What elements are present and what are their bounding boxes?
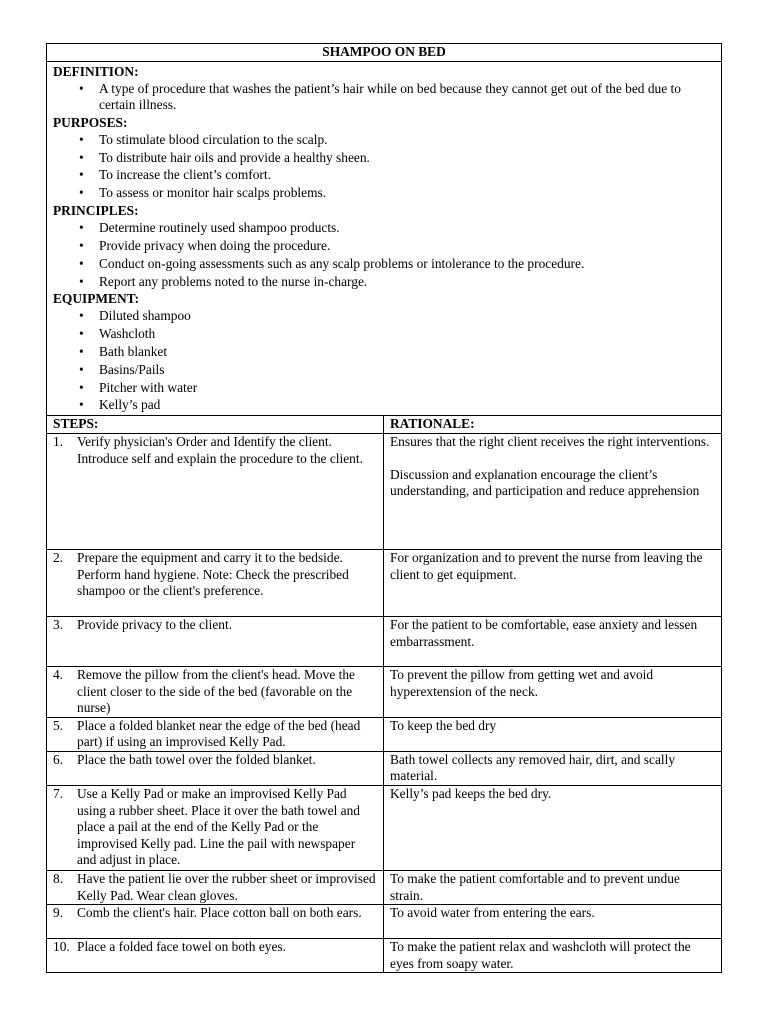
rationale-text: To keep the bed dry [390, 717, 497, 733]
step-cell [47, 786, 384, 871]
section-heading: PRINCIPLES: [53, 203, 139, 219]
step-cell [47, 939, 384, 973]
table-row [47, 717, 722, 751]
step-item [53, 786, 377, 869]
step-text: Use a Kelly Pad or make an improvised Kelly Pad using a rubber sheet. Place it over the bath towel and place a pail at the end of the Kelly Pad or the improvised Kelly pad. Line the pail with newspaper and adjust in place. [77, 786, 360, 868]
step-item [53, 434, 377, 467]
steps-header-row [47, 416, 722, 434]
table-row [47, 905, 722, 939]
step-text: Remove the pillow from the client's head. Move the client closer to the side of the bed (favorable on the nurse) [77, 666, 355, 716]
table-row [47, 786, 722, 871]
section-heading: EQUIPMENT: [53, 291, 140, 307]
table-row [47, 751, 722, 785]
step-text: Have the patient lie over the rubber sheet or improvised Kelly Pad. Wear clean gloves. [77, 871, 376, 903]
step-item [53, 752, 377, 769]
table-row [47, 616, 722, 666]
section-list [53, 220, 715, 290]
step-number: 6. [53, 751, 64, 767]
rationale-cell [384, 905, 722, 939]
rationale-text: For organization and to prevent the nurse from leaving the client to get equipment. [390, 549, 703, 582]
rationale-cell [384, 549, 722, 616]
section-list [53, 132, 715, 202]
rationale-text: Discussion and explanation encourage the client’s understanding, and participation and reduce apprehension [390, 466, 700, 499]
step-text: Prepare the equipment and carry it to the bedside. Perform hand hygiene. Note: Check the prescribed shampoo or the client's preference. [77, 549, 349, 599]
list-item: • To increase the client’s comfort. [53, 167, 715, 184]
step-number: 10. [53, 939, 70, 955]
step-cell [47, 717, 384, 751]
section-heading: PURPOSES: [53, 115, 128, 131]
list-item: • Diluted shampoo [53, 308, 715, 325]
document-title: SHAMPOO ON BED [47, 44, 722, 62]
rationale-cell [384, 666, 722, 717]
step-item [53, 939, 377, 956]
list-item: • Report any problems noted to the nurse in-charge. [53, 274, 715, 291]
step-number: 8. [53, 871, 64, 887]
step-number: 7. [53, 786, 64, 802]
step-text: Place a folded blanket near the edge of the bed (head part) if using an improvised Kelly Pad. [77, 717, 361, 750]
list-item: • Conduct on-going assessments such as any scalp problems or intolerance to the procedure. [53, 256, 715, 273]
step-cell [47, 616, 384, 666]
table-row [47, 433, 722, 549]
step-number: 2. [53, 549, 64, 565]
step-item [53, 718, 377, 751]
step-text: Place the bath towel over the folded blanket. [77, 751, 316, 767]
rationale-text: For the patient to be comfortable, ease anxiety and lessen embarrassment. [390, 616, 698, 649]
procedure-table [46, 43, 722, 973]
step-cell [47, 905, 384, 939]
list-item: • Pitcher with water [53, 380, 715, 397]
list-item: • Kelly’s pad [53, 397, 715, 414]
step-text: Place a folded face towel on both eyes. [77, 939, 286, 955]
step-text: Verify physician's Order and Identify the client. Introduce self and explain the procedure to the client. [77, 433, 363, 466]
step-cell [47, 549, 384, 616]
rationale-cell [384, 751, 722, 785]
step-cell [47, 666, 384, 717]
step-number: 4. [53, 666, 64, 682]
rationale-cell [384, 786, 722, 871]
title-row [47, 44, 722, 62]
step-cell [47, 871, 384, 905]
list-item: • To distribute hair oils and provide a healthy sheen. [53, 150, 715, 167]
list-item: • To assess or monitor hair scalps problems. [53, 185, 715, 202]
list-item: • Basins/Pails [53, 362, 715, 379]
rationale-cell [384, 616, 722, 666]
table-row [47, 549, 722, 616]
rationale-cell [384, 717, 722, 751]
table-row [47, 666, 722, 717]
step-number: 3. [53, 616, 64, 632]
section-list [53, 308, 715, 414]
step-number: 9. [53, 905, 64, 921]
step-number: 1. [53, 433, 64, 449]
rationale-cell [384, 433, 722, 549]
steps-header: STEPS: [47, 416, 384, 434]
rationale-header: RATIONALE: [384, 416, 722, 434]
step-item [53, 871, 377, 904]
list-item: • Provide privacy when doing the procedure. [53, 238, 715, 255]
rationale-text: Bath towel collects any removed hair, dirt, and scally material. [390, 751, 676, 784]
info-row [47, 62, 722, 416]
step-text: Comb the client's hair. Place cotton ball on both ears. [77, 905, 362, 921]
section-list [53, 81, 715, 114]
step-item [53, 667, 377, 717]
list-item: • To stimulate blood circulation to the scalp. [53, 132, 715, 149]
rationale-text: To make the patient relax and washcloth will protect the eyes from soapy water. [390, 939, 691, 971]
rationale-text: Ensures that the right client receives the right interventions. [390, 433, 710, 449]
rationale-cell [384, 871, 722, 905]
step-item [53, 617, 377, 634]
rationale-text: To prevent the pillow from getting wet and avoid hyperextension of the neck. [390, 666, 654, 699]
step-cell [47, 751, 384, 785]
rationale-text: To avoid water from entering the ears. [390, 905, 595, 921]
section-heading: DEFINITION: [53, 64, 139, 79]
rationale-text: To make the patient comfortable and to prevent undue strain. [390, 871, 680, 903]
step-cell [47, 433, 384, 549]
rationale-text: Kelly’s pad keeps the bed dry. [390, 786, 552, 802]
list-item: • Determine routinely used shampoo products. [53, 220, 715, 237]
table-row [47, 939, 722, 973]
table-row [47, 871, 722, 905]
list-item: • Bath blanket [53, 344, 715, 361]
step-item [53, 550, 377, 600]
step-number: 5. [53, 717, 64, 733]
list-item: • A type of procedure that washes the patient’s hair while on bed because they cannot get out of the bed due to certain illness. [53, 81, 715, 114]
step-item [53, 905, 377, 922]
rationale-cell [384, 939, 722, 973]
step-text: Provide privacy to the client. [77, 616, 233, 632]
info-section [47, 62, 722, 416]
list-item: • Washcloth [53, 326, 715, 343]
